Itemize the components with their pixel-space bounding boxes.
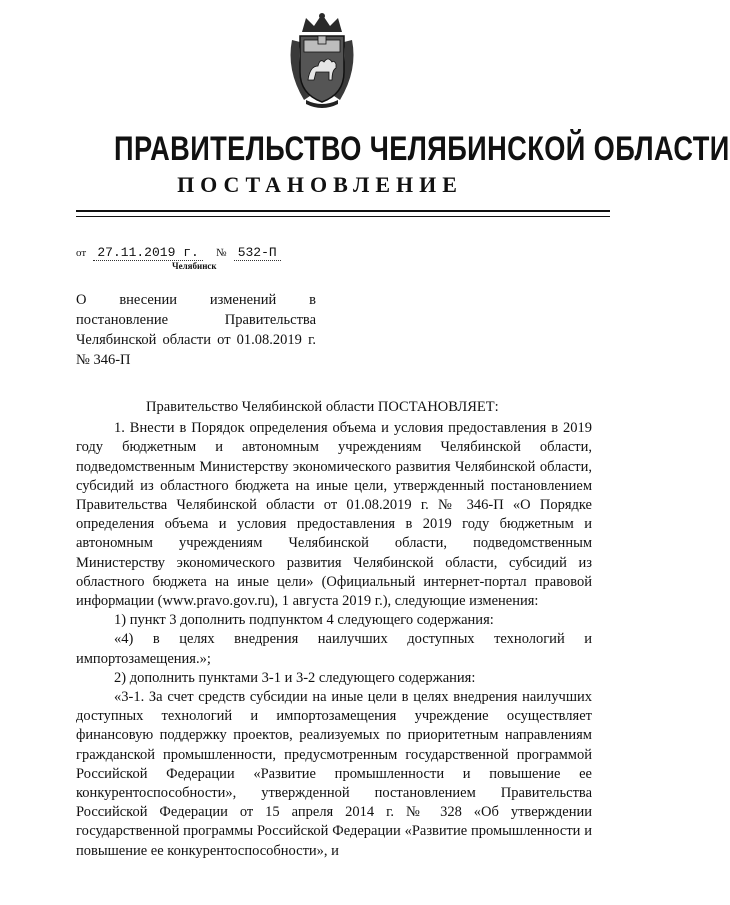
- header-rule-thick: [76, 210, 610, 212]
- paragraph-2: 1) пункт 3 дополнить подпунктом 4 следующего содержания:: [114, 612, 494, 629]
- decree-number: 532-П: [234, 245, 281, 261]
- paragraph-4: 2) дополнить пунктами 3-1 и 3-2 следующего содержания:: [114, 669, 476, 686]
- decree-subject: О внесении изменений в постановление Правительства Челябинской области от 01.08.2019 г. № 346-П: [76, 292, 316, 368]
- decree-meta-line: [76, 245, 281, 260]
- document-type-title: ПОСТАНОВЛЕНИЕ: [177, 172, 463, 197]
- number-label: №: [216, 247, 227, 259]
- decree-date: 27.11.2019 г.: [93, 245, 202, 261]
- coat-of-arms-icon: [284, 10, 360, 110]
- city-label: Челябинск: [172, 261, 217, 271]
- decree-body: [76, 398, 592, 861]
- header-rule-thin: [76, 216, 610, 217]
- from-label: от: [76, 247, 87, 259]
- government-title: ПРАВИТЕЛЬСТВО ЧЕЛЯБИНСКОЙ ОБЛАСТИ: [114, 130, 730, 168]
- paragraph-5: «3-1. За счет средств субсидии на иные цели в целях внедрения наилучших доступных технологий и импортозамещения учреждение осуществляет финансовую поддержку проектов, реализуемых по приоритетным направлениям гражданской промышленности, предусмотренным государственной программой Российской Федерации «Развитие промышленности и повышение ее конкурентоспособности», утвержденной постановлением Правительства Российской Федерации от 15 апреля 2014 г. № 328 «Об утверждении государственной программы Российской Федерации «Развитие промышленности и повышение ее конкурентоспособности», и: [76, 689, 592, 859]
- paragraph-1: 1. Внести в Порядок определения объема и условия предоставления в 2019 году бюджетным и автономным учреждениям Челябинской области, подведомственным Министерству экономического развития Челябинской области, субсидий из областного бюджета на иные цели, утвержденный постановлением Правительства Челябинской области от 01.08.2019 г. № 346-П «О Порядке определения объема и условия предоставления в 2019 году бюджетным и автономным учреждениям Челябинской области, подведомственным Министерству экономического развития Челябинской области, субсидий из областного бюджета на иные цели» (Официальный интернет-портал правовой информации (www.pravo.gov.ru), 1 августа 2019 г.), следующие изменения:: [76, 420, 592, 610]
- preamble: Правительство Челябинской области ПОСТАНОВЛЯЕТ:: [146, 399, 499, 415]
- paragraph-3: «4) в целях внедрения наилучших доступных технологий и импортозамещения.»;: [76, 631, 592, 667]
